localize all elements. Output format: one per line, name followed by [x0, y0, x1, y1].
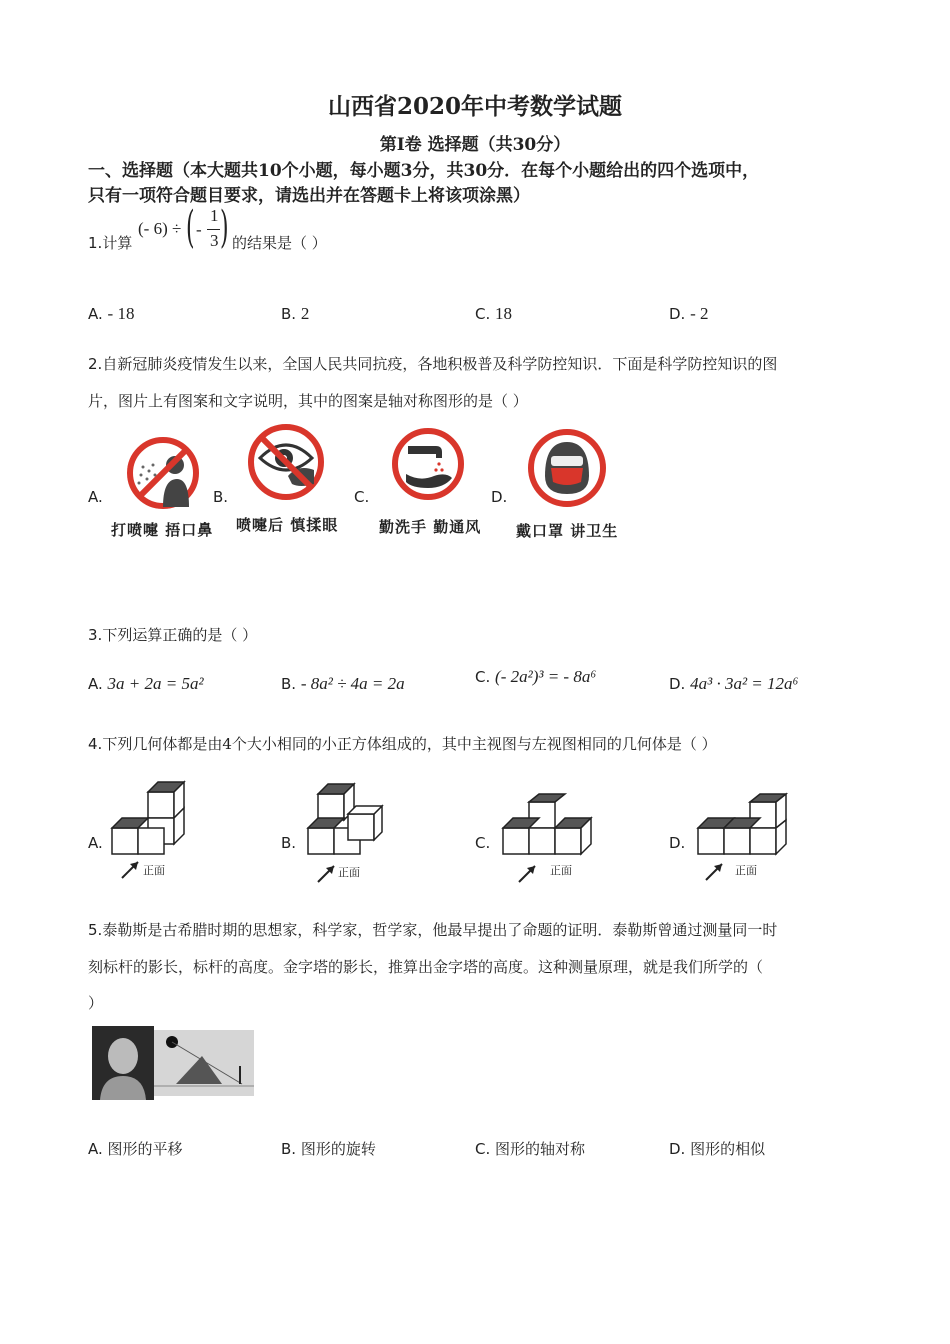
paren-close-icon: ): [220, 202, 229, 253]
question-number: 1.: [88, 234, 103, 252]
q2-option-b-label[interactable]: B.: [213, 488, 229, 506]
q4-caption-c: 正面: [550, 864, 572, 877]
q1-option-d[interactable]: D. - 2: [669, 304, 709, 323]
q4-option-d-label[interactable]: D.: [669, 834, 686, 852]
question-2-line-1: 2.自新冠肺炎疫情发生以来，全国人民共同抗疫，各地积极普及科学防控知识．下面是科学防控知识的图: [88, 355, 778, 373]
fraction-bar: [207, 229, 220, 230]
q5-option-d[interactable]: D. 图形的相似: [669, 1140, 766, 1158]
q4-option-a-label[interactable]: A.: [88, 834, 103, 852]
q5-option-a[interactable]: A. 图形的平移: [88, 1140, 183, 1158]
q3-option-d[interactable]: D. 4a³ · 3a² = 12a⁶: [669, 674, 799, 693]
question-4: 4.下列几何体都是由4个大小相同的小正方体组成的，其中主视图与左视图相同的几何体是（ ）: [88, 735, 717, 753]
section-instructions-line-1: 一、选择题（本大题共10个小题，每小题3分，共30分．在每个小题给出的四个选项中，: [88, 161, 760, 181]
hand-wash-icon: [390, 426, 470, 506]
question-1-pre: 计算: [102, 234, 133, 252]
q2-option-a-label[interactable]: A.: [88, 488, 103, 506]
q4-caption-a: 正面: [143, 864, 165, 877]
thales-pyramid-image: [92, 1026, 254, 1100]
q2-caption-b: 喷嚏后 慎揉眼: [236, 516, 339, 534]
question-5-line-2: 刻标杆的影长，标杆的高度。金字塔的影长，推算出金字塔的高度。这种测量原理，就是我们所学的（: [88, 958, 764, 976]
page-title: 山西省2020年中考数学试题: [327, 93, 622, 120]
fraction-minus: -: [196, 220, 202, 239]
page-subtitle: 第I卷 选择题（共30分）: [379, 135, 571, 155]
face-mask-icon: [527, 428, 611, 512]
q3-option-a[interactable]: A. 3a + 2a = 5a²: [88, 674, 204, 693]
fraction-denominator: 3: [210, 231, 219, 250]
q2-option-c-label[interactable]: C.: [354, 488, 370, 506]
question-1-post: 的结果是（ ）: [232, 234, 327, 252]
paren-open-icon: (: [186, 202, 195, 253]
question-3: 3.下列运算正确的是（ ）: [88, 626, 258, 644]
question-5-line-3: ）: [88, 994, 104, 1012]
q4-caption-b: 正面: [338, 866, 360, 879]
q1-option-b[interactable]: B. 2: [281, 304, 310, 323]
q2-caption-c: 勤洗手 勤通风: [379, 518, 482, 536]
no-eye-rub-icon: [248, 424, 328, 504]
question-5-line-1: 5.泰勒斯是古希腊时期的思想家，科学家，哲学家，他最早提出了命题的证明．泰勒斯曾通过测量同一时: [88, 921, 778, 939]
question-1: [88, 232, 132, 253]
q2-caption-a: 打喷嚏 捂口鼻: [111, 521, 214, 539]
q4-option-c-label[interactable]: C.: [475, 834, 491, 852]
q1-option-c[interactable]: C. 18: [475, 304, 513, 323]
question-1-paren-expr: [138, 219, 181, 239]
q4-option-b-label[interactable]: B.: [281, 834, 297, 852]
q3-option-b[interactable]: B. - 8a² ÷ 4a = 2a: [281, 674, 405, 693]
question-1-fraction: [186, 202, 230, 254]
cube-stack-c-icon: [503, 794, 595, 888]
q3-option-c[interactable]: C. (- 2a²)³ = - 8a⁶: [475, 667, 597, 686]
q5-option-c[interactable]: C. 图形的轴对称: [475, 1140, 586, 1158]
q5-option-b[interactable]: B. 图形的旋转: [281, 1140, 376, 1158]
no-sneeze-icon: [125, 435, 205, 515]
fraction-numerator: 1: [210, 206, 219, 225]
q4-caption-d: 正面: [735, 864, 757, 877]
section-instructions-line-2: 只有一项符合题目要求，请选出并在答题卡上将该项涂黑）: [88, 186, 530, 206]
question-2-line-2: 片，图片上有图案和文字说明，其中的图案是轴对称图形的是（ ）: [88, 392, 528, 410]
q2-caption-d: 戴口罩 讲卫生: [516, 522, 619, 540]
q2-option-d-label[interactable]: D.: [491, 488, 508, 506]
paren-left-expr: (- 6) ÷: [138, 219, 182, 238]
q1-option-a[interactable]: A. - 18: [88, 304, 135, 323]
